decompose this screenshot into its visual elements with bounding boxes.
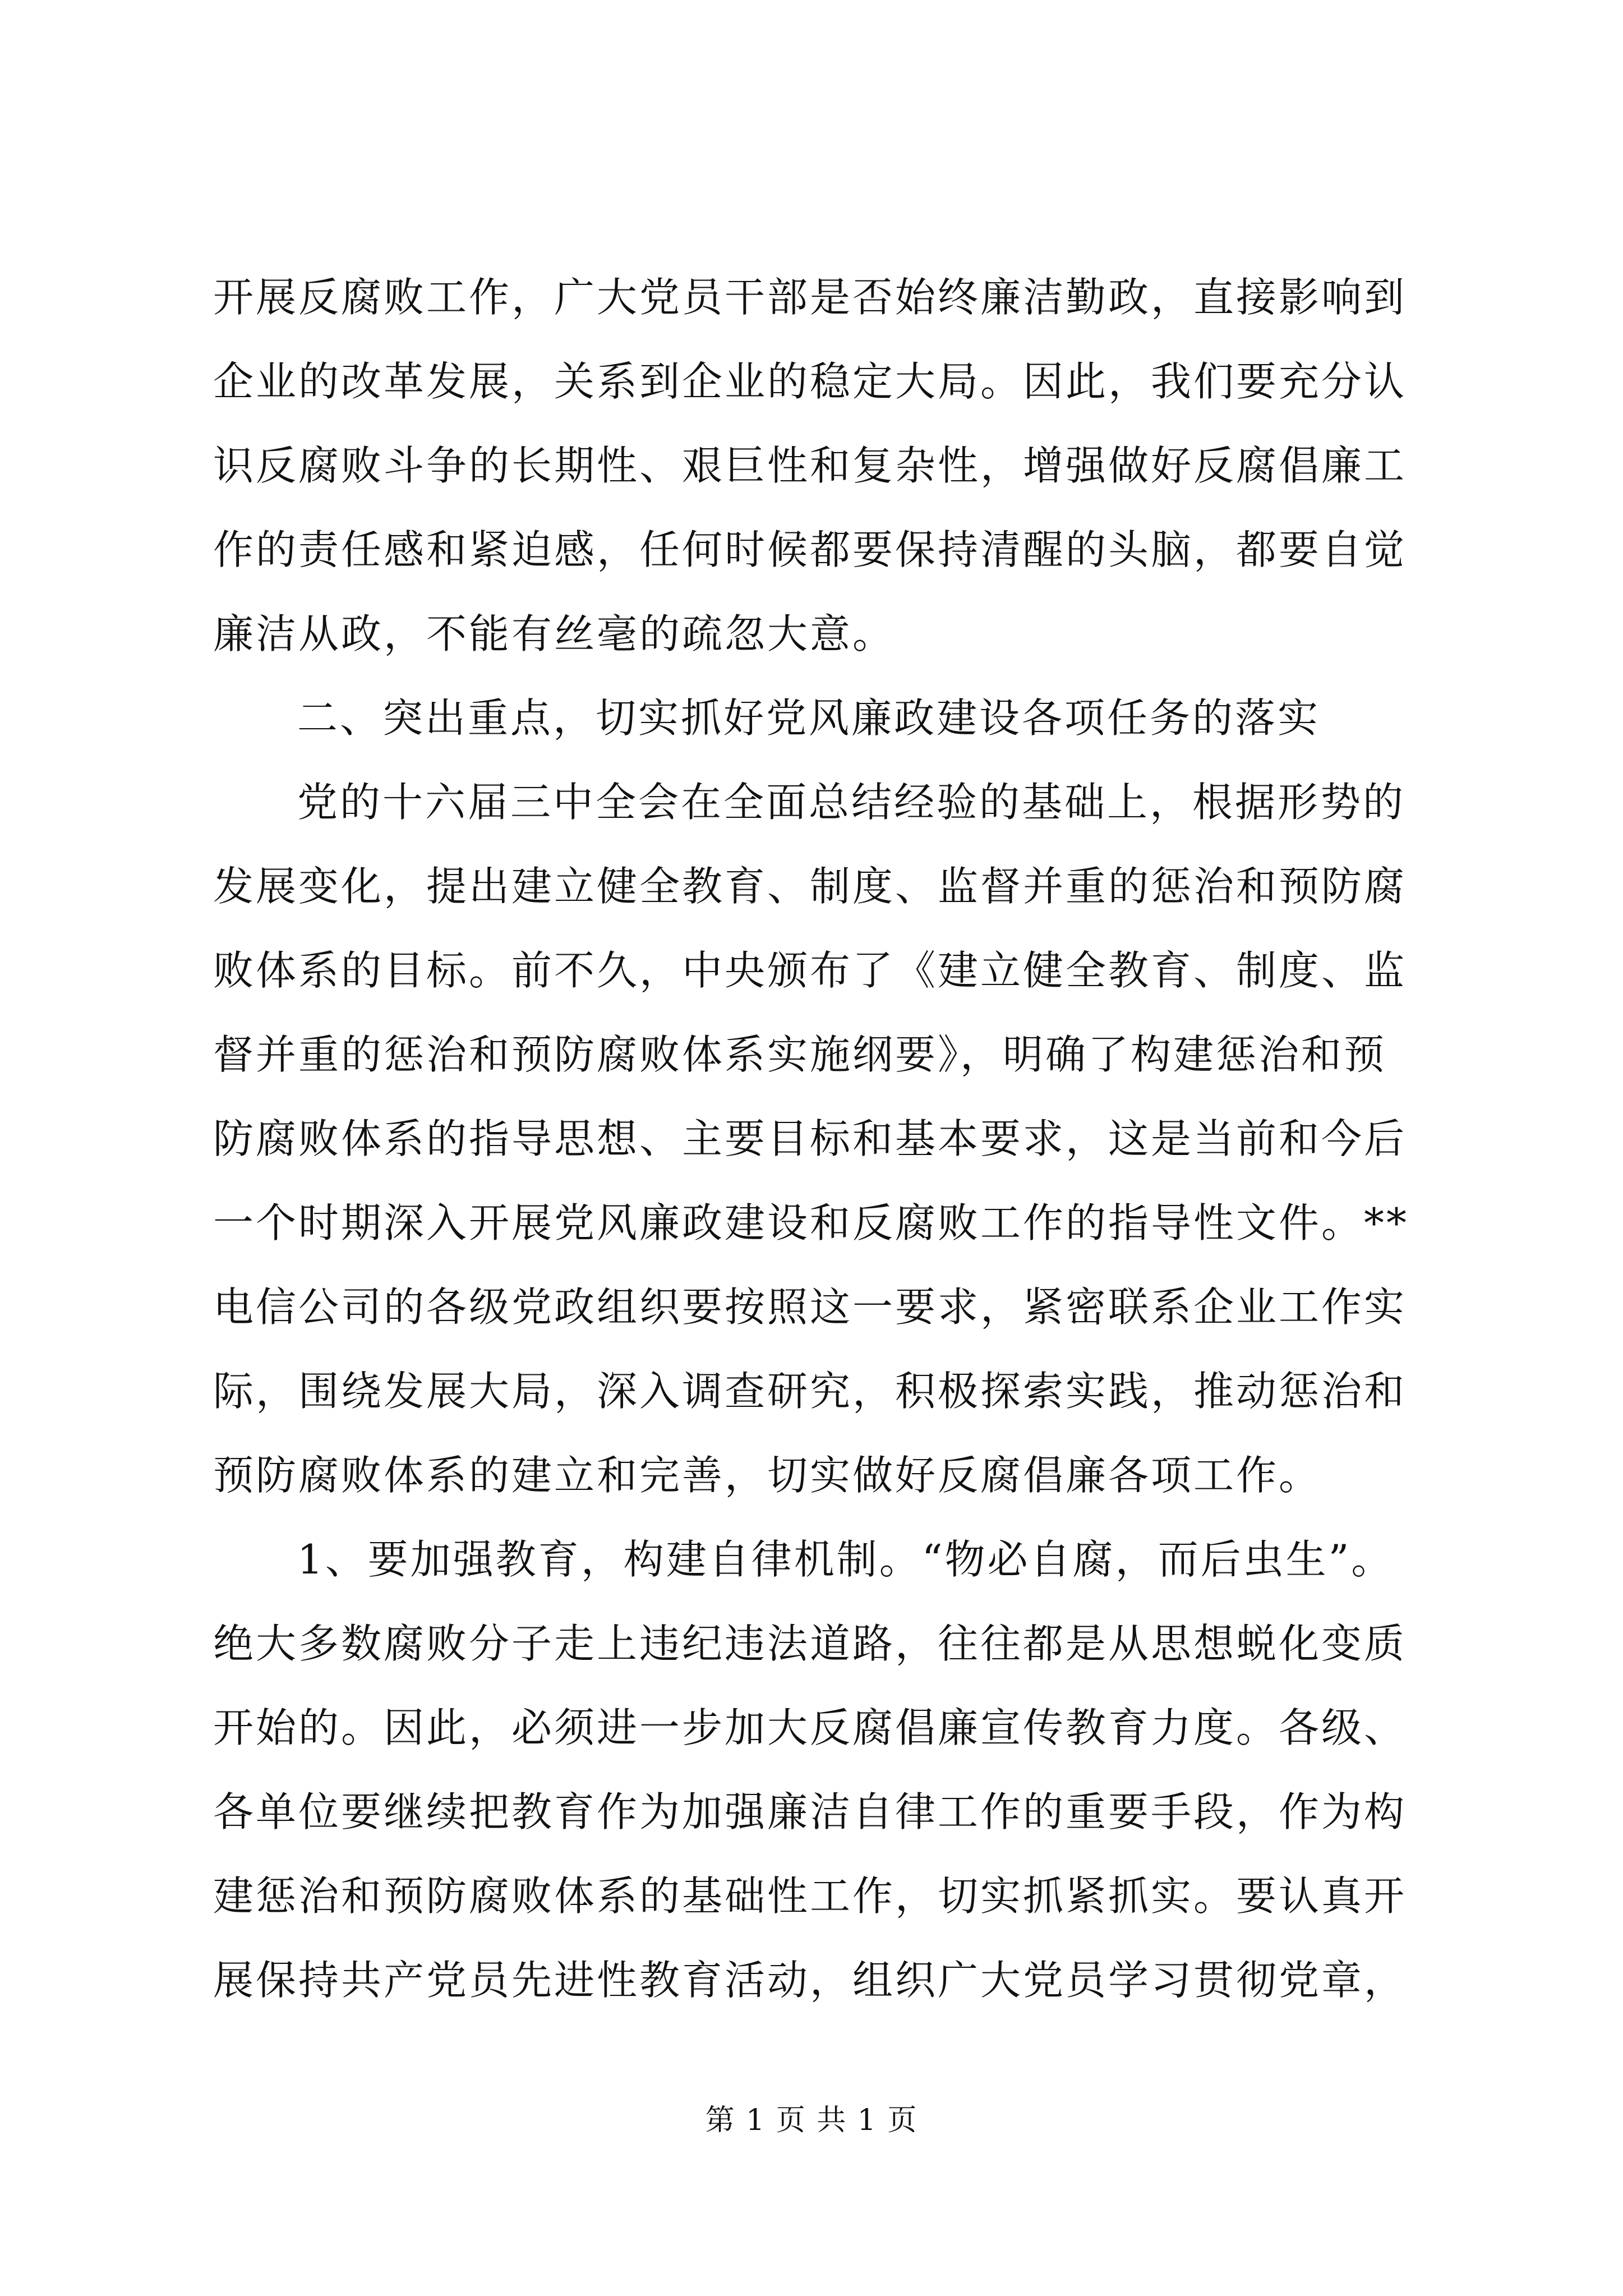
text-line: 识反腐败斗争的长期性、艰巨性和复杂性，增强做好反腐倡廉工 [213,442,1407,489]
text-line: 展保持共产党员先进性教育活动，组织广大党员学习贯彻党章， [213,1957,1407,2004]
text-line: 败体系的目标。前不久，中央颁布了《建立健全教育、制度、监 [213,947,1407,994]
text-line: 廉洁从政，不能有丝毫的疏忽大意。 [213,610,896,657]
text-line: 绝大多数腐败分子走上违纪违法道路，往往都是从思想蜕化变质 [213,1620,1407,1667]
text-line: 党的十六届三中全会在全面总结经验的基础上，根据形势的 [297,779,1406,826]
document-body [213,255,1436,2022]
text-line: 开展反腐败工作，广大党员干部是否始终廉洁勤政，直接影响到 [213,274,1407,321]
text-line: 防腐败体系的指导思想、主要目标和基本要求，这是当前和今后 [213,1115,1407,1162]
text-line: 一个时期深入开展党风廉政建设和反腐败工作的指导性文件。** [213,1199,1409,1246]
page-footer: 第 1 页 共 1 页 [705,2104,918,2137]
text-line: 际，围绕发展大局，深入调查研究，积极探索实践，推动惩治和 [213,1368,1407,1415]
text-line: 二、突出重点，切实抓好党风廉政建设各项任务的落实 [297,694,1321,742]
text-line: 开始的。因此，必须进一步加大反腐倡廉宣传教育力度。各级、 [213,1704,1407,1751]
text-line: 各单位要继续把教育作为加强廉洁自律工作的重要手段，作为构 [213,1788,1407,1835]
text-line: 作的责任感和紧迫感，任何时候都要保持清醒的头脑，都要自觉 [213,526,1407,573]
text-line: 1、要加强教育，构建自律机制。“物必自腐，而后虫生”。 [297,1536,1394,1583]
text-line: 建惩治和预防腐败体系的基础性工作，切实抓紧抓实。要认真开 [213,1872,1407,1920]
text-line: 电信公司的各级党政组织要按照这一要求，紧密联系企业工作实 [213,1283,1407,1331]
text-line: 发展变化，提出建立健全教育、制度、监督并重的惩治和预防腐 [213,863,1407,910]
text-line: 督并重的惩治和预防腐败体系实施纲要》，明确了构建惩治和预 [213,1031,1387,1078]
text-line: 企业的改革发展，关系到企业的稳定大局。因此，我们要充分认 [213,358,1407,405]
text-line: 预防腐败体系的建立和完善，切实做好反腐倡廉各项工作。 [213,1452,1322,1499]
